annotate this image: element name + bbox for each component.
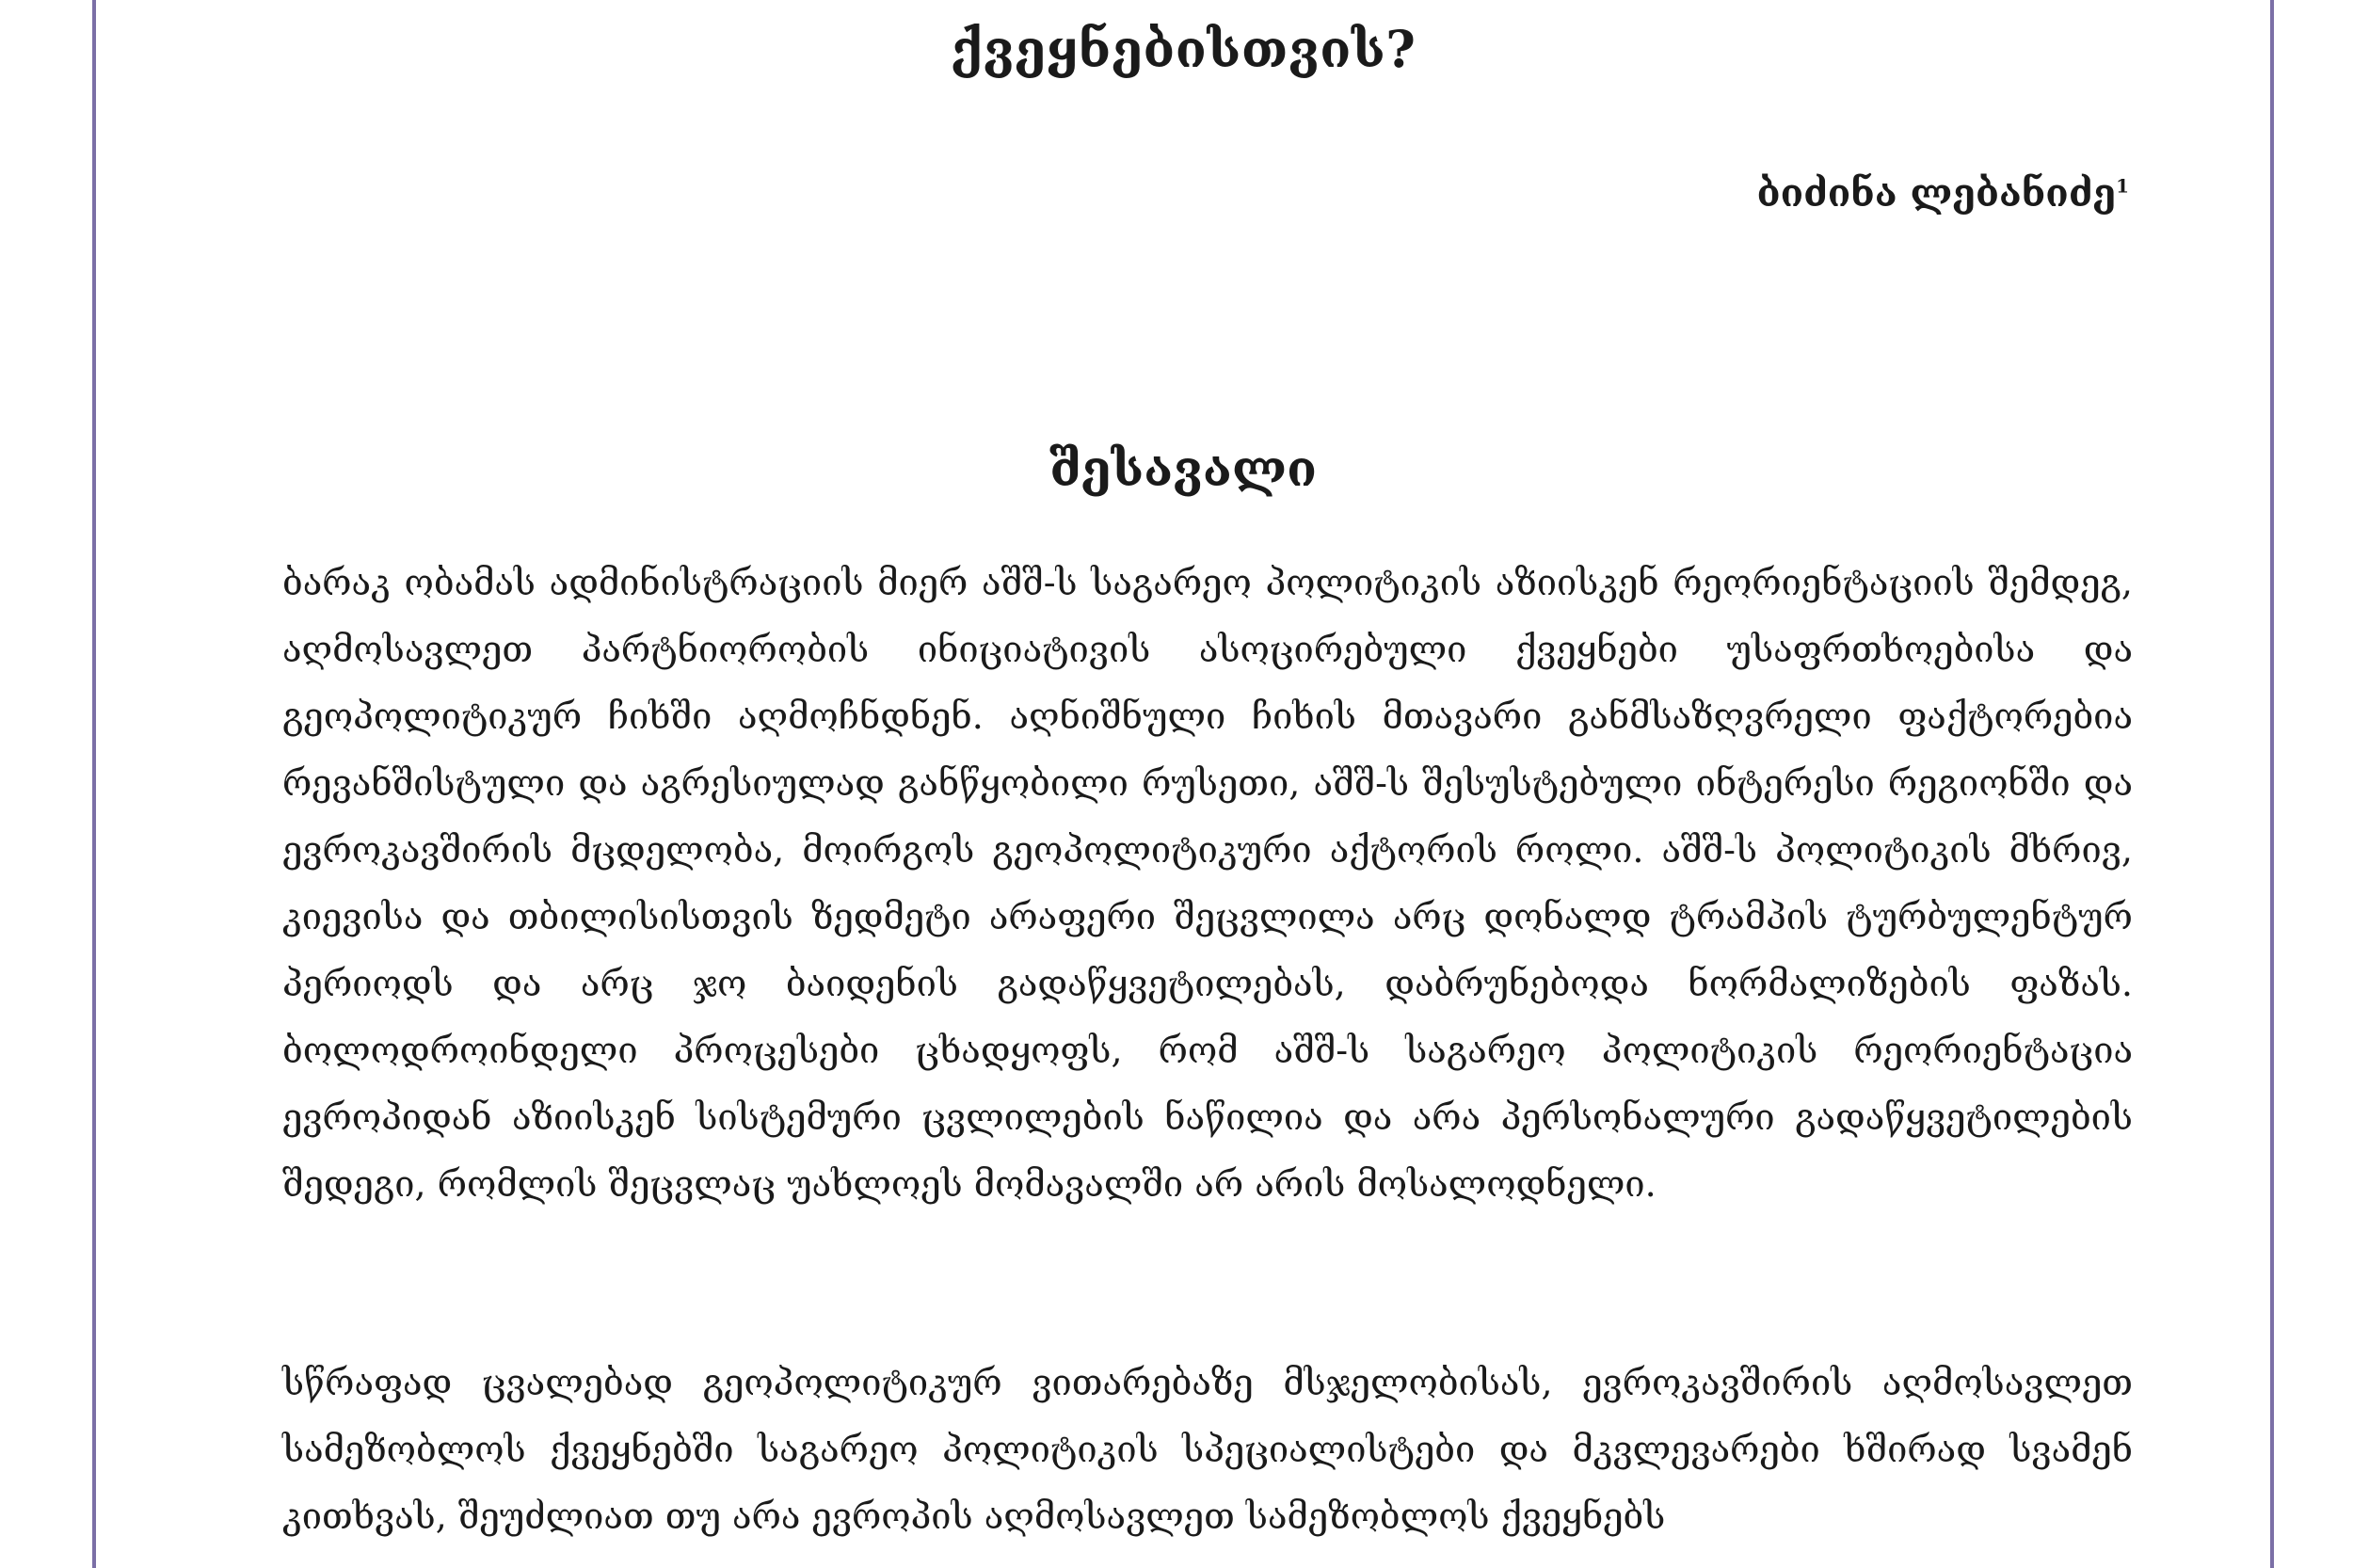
author-name [1757,171,2129,216]
document-title: ქვეყნებისთვის? [950,19,1417,79]
body-paragraph-2: სწრაფად ცვალებად გეოპოლიტიკურ ვითარებაზე მსჯელობისას, ევროკავშირის აღმოსავლეთ სამეზობლოს ქვეყნებში საგარეო პოლიტიკის სპეციალისტები და მკვლევარები ხშირად სვამენ კითხვას, შეუძლიათ თუ არა ევროპის აღმოსავლეთ სამეზობლოს ქვეყნებს [282,1362,2133,1537]
section-heading: შესავალი [1049,440,1317,498]
author-name-text: ბიძინა ლებანიძე [1756,171,2117,216]
document-page [92,0,2274,1568]
body-paragraph-1: ბარაკ ობამას ადმინისტრაციის მიერ აშშ-ს საგარეო პოლიტიკის აზიისკენ რეორიენტაციის შემდეგ, აღმოსავლეთ პარტნიორობის ინიციატივის ასოცირებული ქვეყნები უსაფრთხოებისა და გეოპოლიტიკურ ჩიხში აღმოჩნდნენ. აღნიშნული ჩიხის მთავარი განმსაზღვრელი ფაქტორებია რევანშისტული და აგრესიულად განწყობილი რუსეთი, აშშ-ს შესუსტებული ინტერესი რეგიონში და ევროკავშირის მცდელობა, მოირგოს გეოპოლიტიკური აქტორის როლი. აშშ-ს პოლიტიკის მხრივ, კიევისა და თბილისისთვის ზედმეტი არაფერი შეცვლილა არც დონალდ ტრამპის ტურბულენტურ პერიოდს და არც ჯო ბაიდენის გადაწყვეტილებას, დაბრუნებოდა ნორმალიზების ფაზას. ბოლოდროინდელი პროცესები ცხადყოფს, რომ აშშ-ს საგარეო პოლიტიკის რეორიენტაცია ევროპიდან აზიისკენ სისტემური ცვლილების ნაწილია და არა პერსონალური გადაწყვეტილების შედეგი, რომლის შეცვლაც უახლოეს მომავალში არ არის მოსალოდნელი. [282,562,2133,1205]
author-footnote-mark[interactable]: 1 [2116,174,2129,198]
